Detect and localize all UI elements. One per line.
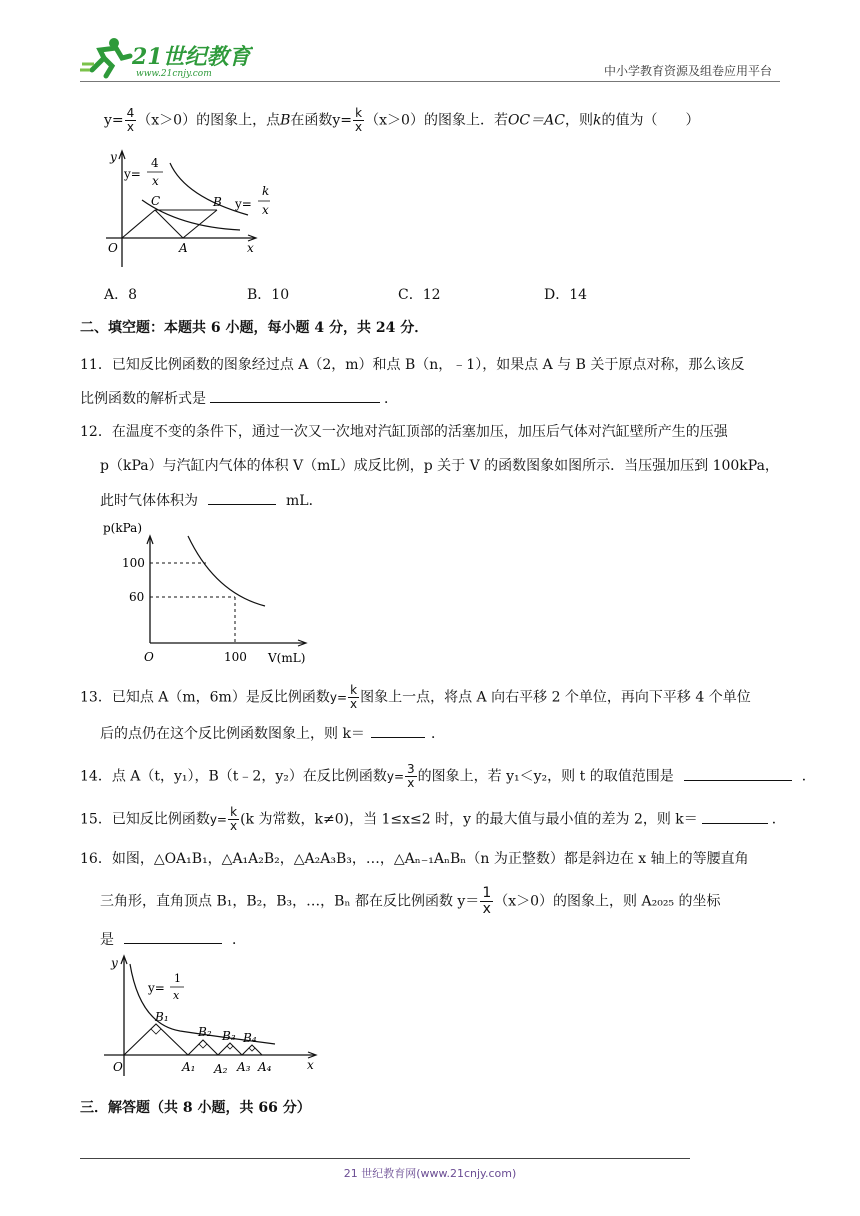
point-c-label: C: [151, 194, 161, 208]
curve1-num: 4: [151, 156, 159, 170]
q13-line2: 后的点仍在这个反比例函数图象上，则 k＝ ．: [100, 723, 445, 744]
runner-icon: [80, 38, 130, 76]
label-a2: A₂: [214, 1062, 228, 1076]
header-divider: [80, 81, 780, 82]
curve-den: x: [173, 989, 180, 1002]
q12-line2: p（kPa）与汽缸内气体的体积 V（mL）成反比例，p 关于 V 的函数图象如图所示．当压强加压到 100kPa，: [100, 458, 779, 474]
footer-divider: [80, 1158, 690, 1159]
answer-blank: [371, 723, 425, 738]
q15-line: 15．已知反比例函数y= $\frac{k}{x}$ (k 为常数，k≠0)，当 1≤x≤2 时，y 的最大值与最小值的差为 2，则 k＝ ．: [80, 805, 786, 833]
figure-q12: [100, 518, 315, 670]
answer-blank: [684, 766, 792, 781]
figure-q10: [100, 145, 270, 274]
answer-blank: [124, 929, 222, 944]
fraction: $\frac{3}{x}$: [407, 762, 415, 790]
tick-x-100: 100: [224, 650, 247, 664]
label-a4: A₄: [258, 1060, 272, 1074]
option-c: C．12: [398, 287, 441, 303]
section-3-title: 三．解答题（共 8 小题，共 66 分）: [80, 1100, 311, 1116]
option-a: A．8: [104, 287, 138, 303]
q16-line1: 16．如图，△OA₁B₁，△A₁A₂B₂，△A₂A₃B₃，…，△Aₙ₋₁AₙBₙ（n 为正整数）都是斜边在 x 轴上的等腰直角: [80, 851, 749, 867]
axis-x-label: x: [307, 1058, 314, 1072]
fraction: $\frac{k}{x}$: [355, 106, 363, 134]
q16-line3: 是 ．: [100, 929, 246, 950]
figure-q16: [100, 954, 320, 1083]
curve2-den: x: [262, 203, 269, 217]
label-a3: A₃: [237, 1060, 251, 1074]
fraction: $\frac{1}{x}$: [482, 885, 492, 917]
q12-line3: 此时气体体积为 mL．: [100, 490, 323, 511]
label-b2: B₂: [198, 1025, 212, 1039]
fraction: $\frac{k}{x}$: [350, 683, 358, 711]
axis-y-label: y: [111, 956, 118, 970]
curve-label: y=: [148, 981, 165, 995]
footer-text: 21 世纪教育网(www.21cnjy.com): [343, 1167, 517, 1180]
axis-y-label: p(kPa): [103, 521, 143, 535]
logo-url: www.21cnjy.com: [136, 69, 212, 79]
point-a-label: A: [179, 241, 188, 255]
tick-y-60: 60: [129, 590, 145, 604]
curve-num: 1: [174, 972, 181, 985]
q10-text: y= $\frac{4}{x}$ （x＞0）的图象上，点B在函数y= $\frac{k}{x}$ （x＞0）的图象上．若OC＝AC，则k的值为（ ）: [104, 106, 700, 134]
q14-line: 14．点 A（t，y₁），B（t﹣2，y₂）在反比例函数y= $\frac{3}{x}$ 的图象上，若 y₁＜y₂，则 t 的取值范围是 ．: [80, 762, 816, 790]
label-b1: B₁: [155, 1010, 169, 1024]
curve1-den: x: [152, 174, 159, 188]
curve2-label: y=: [235, 197, 252, 211]
option-b: B．10: [247, 287, 290, 303]
header-logo: [78, 34, 253, 80]
label-b3: B₃: [222, 1029, 236, 1043]
q11-line1: 11．已知反比例函数的图象经过点 A（2，m）和点 B（n，﹣1），如果点 A 与 B 关于原点对称，那么该反: [80, 357, 745, 373]
option-d: D．14: [544, 287, 588, 303]
answer-blank: [208, 490, 276, 505]
axis-x-label: x: [247, 241, 254, 255]
fraction: $\frac{4}{x}$: [126, 106, 135, 134]
answer-blank: [210, 388, 380, 403]
axis-x-label: V(mL): [268, 651, 306, 665]
q13-line1: 13．已知点 A（m，6m）是反比例函数y= $\frac{k}{x}$ 图象上一点，将点 A 向右平移 2 个单位，再向下平移 4 个单位: [80, 683, 751, 711]
tick-y-100: 100: [122, 556, 145, 570]
axis-y-label: y: [110, 150, 117, 164]
origin-label: O: [144, 650, 154, 664]
curve1-label: y=: [124, 167, 141, 181]
origin-label: O: [113, 1060, 123, 1074]
q12-line1: 12．在温度不变的条件下，通过一次又一次地对汽缸顶部的活塞加压，加压后气体对汽缸壁所产生的压强: [80, 424, 728, 440]
section-2-title: 二、填空题：本题共 6 小题，每小题 4 分，共 24 分．: [80, 320, 429, 336]
platform-title: 中小学教育资源及组卷应用平台: [603, 64, 772, 78]
q11-line2: 比例函数的解析式是 ．: [80, 388, 398, 409]
q16-line2: 三角形，直角顶点 B₁，B₂，B₃，…，Bₙ 都在反比例函数 y＝ $\frac{1}{x}$ （x＞0）的图象上，则 A₂₀₂₅ 的坐标: [100, 885, 721, 917]
curve2-num: k: [262, 184, 270, 198]
label-b4: B₄: [243, 1031, 257, 1045]
label-a1: A₁: [182, 1060, 196, 1074]
point-b-label: B: [213, 195, 222, 209]
origin-label: O: [108, 241, 118, 255]
logo-text: 21世纪教育: [132, 44, 251, 70]
fraction: $\frac{k}{x}$: [229, 805, 238, 833]
text-y: y=: [104, 112, 124, 129]
answer-blank: [702, 809, 768, 824]
